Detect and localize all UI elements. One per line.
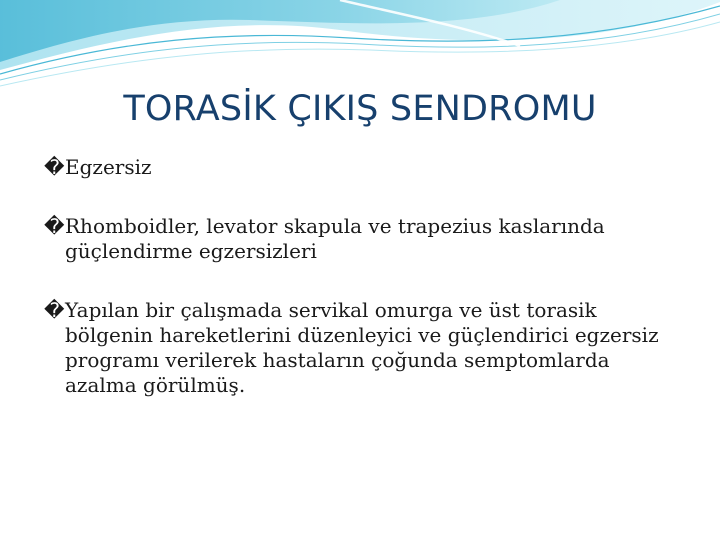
bullet-text: Rhomboidler, levator skapula ve trapezius kaslarında güçlendirme egzersizleri [65, 214, 605, 263]
bullet-marker-icon: � [44, 214, 65, 238]
bullet-item [44, 155, 684, 180]
bullet-item [44, 214, 684, 264]
bullet-marker-icon: � [44, 298, 65, 322]
slide-body [44, 155, 684, 398]
bullet-text: Egzersiz [65, 155, 152, 179]
bullet-text: Yapılan bir çalışmada servikal omurga ve üst torasik bölgenin hareketlerini düzenleyici ve güçlendirici egzersiz programı verilerek hastaların çoğunda semptomlarda azalma görülmüş. [65, 298, 659, 397]
bullet-item [44, 298, 684, 398]
bullet-marker-icon: � [44, 155, 65, 179]
header-wave-decoration [0, 0, 720, 90]
slide-title: TORASİK ÇIKIŞ SENDROMU [123, 89, 597, 129]
